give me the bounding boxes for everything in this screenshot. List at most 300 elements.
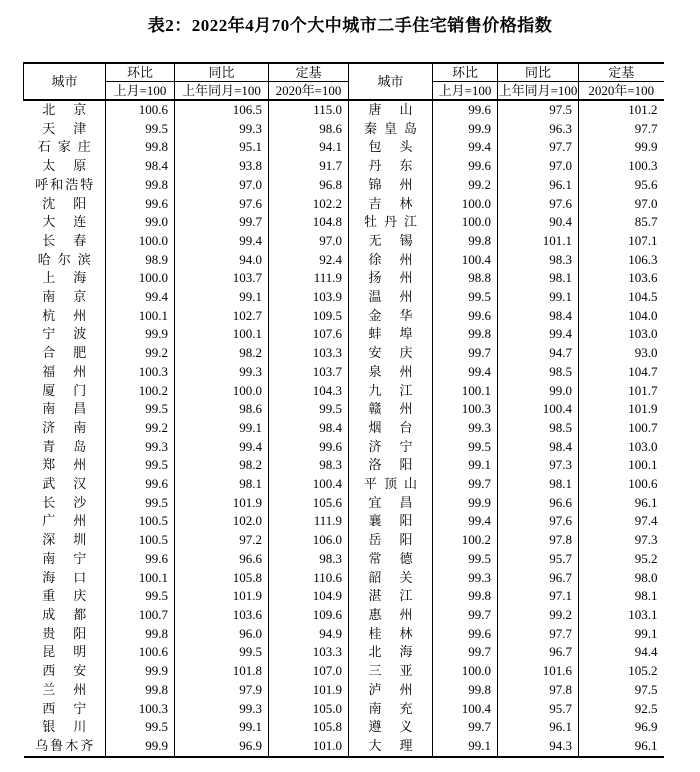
city-cell-right — [349, 251, 433, 270]
table-row — [24, 587, 664, 606]
table-row — [24, 625, 664, 644]
city-name: 扬 州 — [368, 270, 413, 286]
fixed-value-left: 107.6 — [269, 325, 349, 344]
mom-value-left: 100.7 — [106, 606, 175, 625]
table-body — [24, 100, 664, 757]
fixed-value-left: 99.5 — [269, 400, 349, 419]
yoy-value-left: 98.2 — [175, 456, 269, 475]
yoy-value-right: 98.4 — [498, 438, 579, 457]
city-cell-right — [349, 681, 433, 700]
mom-value-right: 100.1 — [433, 382, 498, 401]
yoy-value-left: 106.5 — [175, 100, 269, 120]
mom-value-right: 99.4 — [433, 512, 498, 531]
fixed-value-right: 104.0 — [628, 307, 658, 323]
mom-value-right: 99.9 — [433, 494, 498, 513]
fixed-value-left: 100.4 — [269, 475, 349, 494]
yoy-value-left: 101.8 — [175, 662, 269, 681]
fixed-value-right: 96.1 — [634, 737, 658, 753]
city-cell-right — [349, 718, 433, 737]
mom-value-right: 99.3 — [433, 419, 498, 438]
city-cell-left — [24, 382, 106, 401]
fixed-value-left: 103.3 — [269, 643, 349, 662]
yoy-value-left: 103.6 — [175, 606, 269, 625]
yoy-value-right: 96.3 — [498, 120, 579, 139]
city-name: 南 昌 — [42, 401, 87, 417]
city-name: 蚌 埠 — [368, 326, 413, 342]
fixed-value-left: 107.0 — [269, 662, 349, 681]
yoy-value-right: 95.7 — [498, 700, 579, 719]
fixed-value-right: 97.4 — [634, 513, 658, 529]
city-cell-left — [24, 438, 106, 457]
city-name: 包 头 — [368, 139, 413, 155]
mom-value-right: 99.7 — [433, 606, 498, 625]
yoy-value-left: 99.4 — [175, 438, 269, 457]
price-index-table — [23, 62, 664, 758]
fixed-value-right: 105.2 — [628, 663, 658, 679]
table-row — [24, 213, 664, 232]
city-name: 泉 州 — [368, 363, 413, 379]
yoy-value-right: 97.5 — [498, 100, 579, 120]
yoy-value-right: 98.4 — [498, 307, 579, 326]
city-cell-right — [349, 344, 433, 363]
fixed-value-left: 109.5 — [269, 307, 349, 326]
yoy-value-right: 99.2 — [498, 606, 579, 625]
mom-value-left: 100.0 — [106, 269, 175, 288]
yoy-value-left: 98.2 — [175, 344, 269, 363]
fixed-value-right: 100.3 — [628, 158, 658, 174]
yoy-value-left: 100.0 — [175, 382, 269, 401]
yoy-value-left: 97.9 — [175, 681, 269, 700]
mom-value-right: 99.6 — [433, 625, 498, 644]
city-cell-right — [349, 625, 433, 644]
mom-value-right: 100.4 — [433, 700, 498, 719]
header-fixedbase-left: 定基 — [269, 63, 349, 81]
city-cell-left — [24, 269, 106, 288]
fixed-value-right: 103.0 — [628, 438, 658, 454]
yoy-value-right: 98.1 — [498, 475, 579, 494]
city-cell-right — [349, 157, 433, 176]
yoy-value-right: 94.7 — [498, 344, 579, 363]
yoy-value-left: 99.1 — [175, 419, 269, 438]
yoy-value-left: 96.0 — [175, 625, 269, 644]
yoy-value-left: 99.5 — [175, 643, 269, 662]
city-cell-right — [349, 382, 433, 401]
city-name: 洛 阳 — [368, 457, 413, 473]
city-cell-left — [24, 100, 106, 120]
mom-value-right: 99.6 — [433, 157, 498, 176]
city-cell-right — [349, 700, 433, 719]
table-row — [24, 643, 664, 662]
city-cell-left — [24, 363, 106, 382]
city-cell-left — [24, 700, 106, 719]
mom-value-left: 99.8 — [106, 176, 175, 195]
city-cell-right — [349, 195, 433, 214]
fixed-value-left: 104.3 — [269, 382, 349, 401]
mom-value-right: 98.8 — [433, 269, 498, 288]
city-name: 昆 明 — [42, 644, 87, 660]
city-name: 哈 尔 滨 — [37, 251, 91, 267]
city-cell-right — [349, 550, 433, 569]
city-cell-right — [349, 363, 433, 382]
city-cell-right — [349, 438, 433, 457]
mom-value-left: 99.6 — [106, 475, 175, 494]
fixed-value-right: 95.2 — [634, 550, 658, 566]
fixed-value-left: 102.2 — [269, 195, 349, 214]
mom-value-right: 99.6 — [433, 307, 498, 326]
yoy-value-right: 98.3 — [498, 251, 579, 270]
yoy-value-left: 99.4 — [175, 232, 269, 251]
city-cell-right — [349, 494, 433, 513]
table-row — [24, 606, 664, 625]
table-row — [24, 120, 664, 139]
city-cell-left — [24, 456, 106, 475]
yoy-value-right: 101.6 — [498, 662, 579, 681]
city-cell-left — [24, 681, 106, 700]
city-name: 三 亚 — [368, 663, 413, 679]
city-name: 平 顶 山 — [364, 476, 417, 492]
table-row — [24, 232, 664, 251]
mom-value-right: 100.3 — [433, 400, 498, 419]
city-name: 厦 门 — [42, 382, 87, 398]
yoy-value-right: 96.7 — [498, 643, 579, 662]
fixed-value-right: 97.7 — [634, 120, 658, 136]
city-name: 大 理 — [368, 737, 413, 753]
mom-value-left: 99.5 — [106, 456, 175, 475]
fixed-value-right: 101.9 — [628, 401, 658, 417]
yoy-value-right: 97.1 — [498, 587, 579, 606]
city-cell-right — [349, 138, 433, 157]
table-row — [24, 662, 664, 681]
table-row — [24, 269, 664, 288]
header-city-right: 城市 — [349, 63, 433, 100]
city-cell-right — [349, 419, 433, 438]
mom-value-right: 99.2 — [433, 176, 498, 195]
table-row — [24, 718, 664, 737]
city-name: 锦 州 — [368, 176, 413, 192]
mom-value-right: 99.8 — [433, 232, 498, 251]
yoy-value-left: 95.1 — [175, 138, 269, 157]
mom-value-right: 99.4 — [433, 363, 498, 382]
city-cell-left — [24, 662, 106, 681]
city-cell-right — [349, 475, 433, 494]
header-yoy-left: 同比 — [175, 63, 269, 81]
mom-value-right: 100.0 — [433, 195, 498, 214]
table-header — [24, 63, 664, 100]
city-cell-left — [24, 494, 106, 513]
table-row — [24, 475, 664, 494]
mom-value-left: 99.8 — [106, 625, 175, 644]
yoy-value-left: 102.7 — [175, 307, 269, 326]
header-mom-base-left: 上月=100 — [106, 81, 175, 100]
yoy-value-right: 99.4 — [498, 325, 579, 344]
fixed-value-right: 92.5 — [634, 700, 658, 716]
mom-value-left: 100.5 — [106, 512, 175, 531]
yoy-value-right: 96.7 — [498, 569, 579, 588]
mom-value-left: 99.5 — [106, 494, 175, 513]
yoy-value-left: 97.6 — [175, 195, 269, 214]
yoy-value-left: 93.8 — [175, 157, 269, 176]
fixed-value-left: 94.9 — [269, 625, 349, 644]
fixed-value-left: 101.0 — [269, 737, 349, 757]
fixed-value-right: 94.4 — [634, 644, 658, 660]
city-name: 牡 丹 江 — [364, 214, 417, 230]
fixed-value-left: 109.6 — [269, 606, 349, 625]
fixed-value-left: 105.8 — [269, 718, 349, 737]
city-name: 丹 东 — [368, 158, 413, 174]
city-name: 广 州 — [42, 513, 87, 529]
city-name: 南 宁 — [42, 550, 87, 566]
mom-value-right: 99.7 — [433, 643, 498, 662]
table-row — [24, 531, 664, 550]
city-name: 武 汉 — [42, 476, 87, 492]
city-cell-left — [24, 138, 106, 157]
mom-value-right: 100.0 — [433, 213, 498, 232]
mom-value-left: 99.2 — [106, 344, 175, 363]
city-name: 桂 林 — [368, 625, 413, 641]
yoy-value-left: 99.1 — [175, 718, 269, 737]
city-name: 吉 林 — [368, 195, 413, 211]
yoy-value-left: 100.1 — [175, 325, 269, 344]
header-fixed-base-right: 2020年=100 — [579, 81, 664, 100]
yoy-value-left: 102.0 — [175, 512, 269, 531]
yoy-value-left: 101.9 — [175, 587, 269, 606]
mom-value-left: 99.9 — [106, 325, 175, 344]
city-name: 青 岛 — [42, 438, 87, 454]
city-cell-right — [349, 569, 433, 588]
yoy-value-right: 95.7 — [498, 550, 579, 569]
table-row — [24, 550, 664, 569]
yoy-value-left: 99.3 — [175, 120, 269, 139]
mom-value-left: 100.3 — [106, 363, 175, 382]
mom-value-left: 98.4 — [106, 157, 175, 176]
city-name: 唐 山 — [368, 102, 413, 117]
header-mom-left: 环比 — [106, 63, 175, 81]
city-name: 无 锡 — [368, 232, 413, 248]
city-cell-left — [24, 251, 106, 270]
yoy-value-right: 100.4 — [498, 400, 579, 419]
city-name: 南 充 — [368, 700, 413, 716]
mom-value-left: 100.3 — [106, 700, 175, 719]
yoy-value-right: 97.8 — [498, 531, 579, 550]
fixed-value-left: 115.0 — [269, 100, 349, 120]
yoy-value-right: 96.1 — [498, 718, 579, 737]
city-cell-right — [349, 737, 433, 757]
mom-value-left: 100.6 — [106, 643, 175, 662]
mom-value-right: 99.4 — [433, 138, 498, 157]
fixed-value-right: 96.9 — [634, 719, 658, 735]
mom-value-right: 99.7 — [433, 475, 498, 494]
table-row — [24, 400, 664, 419]
mom-value-left: 99.2 — [106, 419, 175, 438]
table-row — [24, 195, 664, 214]
fixed-value-right: 95.6 — [634, 176, 658, 192]
city-cell-left — [24, 213, 106, 232]
fixed-value-right: 101.2 — [628, 102, 658, 117]
city-name: 沈 阳 — [42, 195, 87, 211]
mom-value-left: 100.2 — [106, 382, 175, 401]
city-cell-left — [24, 643, 106, 662]
header-yoy-right: 同比 — [498, 63, 579, 81]
city-cell-left — [24, 195, 106, 214]
mom-value-left: 98.9 — [106, 251, 175, 270]
yoy-value-right: 99.0 — [498, 382, 579, 401]
city-cell-left — [24, 325, 106, 344]
table-row — [24, 512, 664, 531]
header-mom-right: 环比 — [433, 63, 498, 81]
fixed-value-left: 103.3 — [269, 344, 349, 363]
city-cell-left — [24, 400, 106, 419]
yoy-value-left: 97.0 — [175, 176, 269, 195]
table-row — [24, 363, 664, 382]
fixed-value-left: 96.8 — [269, 176, 349, 195]
city-cell-right — [349, 662, 433, 681]
city-name: 烟 台 — [368, 419, 413, 435]
city-cell-left — [24, 232, 106, 251]
city-name: 海 口 — [42, 569, 87, 585]
city-name: 宜 昌 — [368, 494, 413, 510]
fixed-value-left: 110.6 — [269, 569, 349, 588]
city-name: 岳 阳 — [368, 532, 413, 548]
yoy-value-right: 98.5 — [498, 363, 579, 382]
city-cell-left — [24, 344, 106, 363]
fixed-value-right: 103.1 — [628, 606, 658, 622]
city-name: 济 南 — [42, 419, 87, 435]
fixed-value-right: 93.0 — [634, 345, 658, 361]
header-fixedbase-right: 定基 — [579, 63, 664, 81]
city-name: 北 海 — [368, 644, 413, 660]
mom-value-right: 99.5 — [433, 438, 498, 457]
yoy-value-right: 97.6 — [498, 195, 579, 214]
fixed-value-right: 100.1 — [628, 457, 658, 473]
city-name: 兰 州 — [42, 681, 87, 697]
city-name: 北 京 — [42, 102, 87, 117]
fixed-value-left: 103.7 — [269, 363, 349, 382]
yoy-value-right: 97.3 — [498, 456, 579, 475]
mom-value-right: 99.6 — [433, 100, 498, 120]
city-name: 九 江 — [368, 382, 413, 398]
city-name: 西 安 — [42, 663, 87, 679]
city-name: 温 州 — [368, 289, 413, 305]
fixed-value-right: 104.7 — [628, 363, 658, 379]
header-mom-base-right: 上月=100 — [433, 81, 498, 100]
table-row — [24, 681, 664, 700]
fixed-value-left: 98.4 — [269, 419, 349, 438]
yoy-value-right: 96.1 — [498, 176, 579, 195]
city-name: 银 川 — [42, 719, 87, 735]
city-cell-left — [24, 606, 106, 625]
city-cell-left — [24, 120, 106, 139]
yoy-value-right: 97.8 — [498, 681, 579, 700]
fixed-value-left: 97.0 — [269, 232, 349, 251]
city-cell-right — [349, 213, 433, 232]
yoy-value-left: 103.7 — [175, 269, 269, 288]
fixed-value-left: 91.7 — [269, 157, 349, 176]
mom-value-right: 99.3 — [433, 569, 498, 588]
fixed-value-left: 94.1 — [269, 138, 349, 157]
city-cell-left — [24, 419, 106, 438]
yoy-value-left: 96.9 — [175, 737, 269, 757]
yoy-value-left: 96.6 — [175, 550, 269, 569]
mom-value-right: 100.2 — [433, 531, 498, 550]
yoy-value-left: 98.1 — [175, 475, 269, 494]
table-row — [24, 325, 664, 344]
mom-value-left: 100.0 — [106, 232, 175, 251]
city-cell-left — [24, 737, 106, 757]
fixed-value-right: 98.0 — [634, 569, 658, 585]
table-row — [24, 438, 664, 457]
city-cell-left — [24, 288, 106, 307]
mom-value-left: 99.6 — [106, 550, 175, 569]
fixed-value-right: 101.7 — [628, 382, 658, 398]
city-cell-left — [24, 531, 106, 550]
yoy-value-right: 97.7 — [498, 625, 579, 644]
fixed-value-right: 100.7 — [628, 419, 658, 435]
mom-value-right: 99.5 — [433, 550, 498, 569]
mom-value-left: 99.5 — [106, 718, 175, 737]
city-name: 秦 皇 岛 — [364, 120, 417, 136]
city-name: 深 圳 — [42, 532, 87, 548]
mom-value-right: 100.0 — [433, 662, 498, 681]
fixed-value-left: 99.6 — [269, 438, 349, 457]
city-cell-left — [24, 550, 106, 569]
yoy-value-right: 96.6 — [498, 494, 579, 513]
city-name: 郑 州 — [42, 457, 87, 473]
mom-value-right: 99.7 — [433, 344, 498, 363]
city-name: 贵 阳 — [42, 625, 87, 641]
table-row — [24, 344, 664, 363]
yoy-value-left: 99.1 — [175, 288, 269, 307]
city-cell-right — [349, 531, 433, 550]
city-name: 泸 州 — [368, 681, 413, 697]
city-name: 乌 鲁 木 齐 — [35, 737, 94, 753]
fixed-value-left: 104.9 — [269, 587, 349, 606]
mom-value-right: 99.8 — [433, 587, 498, 606]
mom-value-right: 99.1 — [433, 737, 498, 757]
city-cell-right — [349, 232, 433, 251]
table-row — [24, 157, 664, 176]
city-cell-right — [349, 120, 433, 139]
fixed-value-right: 99.9 — [634, 139, 658, 155]
table-row — [24, 737, 664, 757]
city-name: 韶 关 — [368, 569, 413, 585]
city-name: 惠 州 — [368, 606, 413, 622]
yoy-value-left: 105.8 — [175, 569, 269, 588]
mom-value-right: 99.8 — [433, 681, 498, 700]
yoy-value-left: 94.0 — [175, 251, 269, 270]
fixed-value-right: 96.1 — [634, 494, 658, 510]
fixed-value-left: 92.4 — [269, 251, 349, 270]
table-row — [24, 288, 664, 307]
table-row — [24, 569, 664, 588]
mom-value-right: 99.8 — [433, 325, 498, 344]
fixed-value-right: 98.1 — [634, 588, 658, 604]
city-name: 大 连 — [42, 214, 87, 230]
city-name: 遵 义 — [368, 719, 413, 735]
header-yoy-base-right: 上年同月=100 — [498, 81, 579, 100]
city-cell-left — [24, 307, 106, 326]
fixed-value-left: 106.0 — [269, 531, 349, 550]
city-name: 长 春 — [42, 232, 87, 248]
mom-value-left: 99.6 — [106, 195, 175, 214]
fixed-value-left: 98.6 — [269, 120, 349, 139]
yoy-value-right: 97.0 — [498, 157, 579, 176]
table-row — [24, 419, 664, 438]
city-cell-right — [349, 176, 433, 195]
city-name: 天 津 — [42, 120, 87, 136]
fixed-value-right: 100.6 — [628, 476, 658, 492]
fixed-value-left: 105.6 — [269, 494, 349, 513]
mom-value-left: 100.6 — [106, 100, 175, 120]
